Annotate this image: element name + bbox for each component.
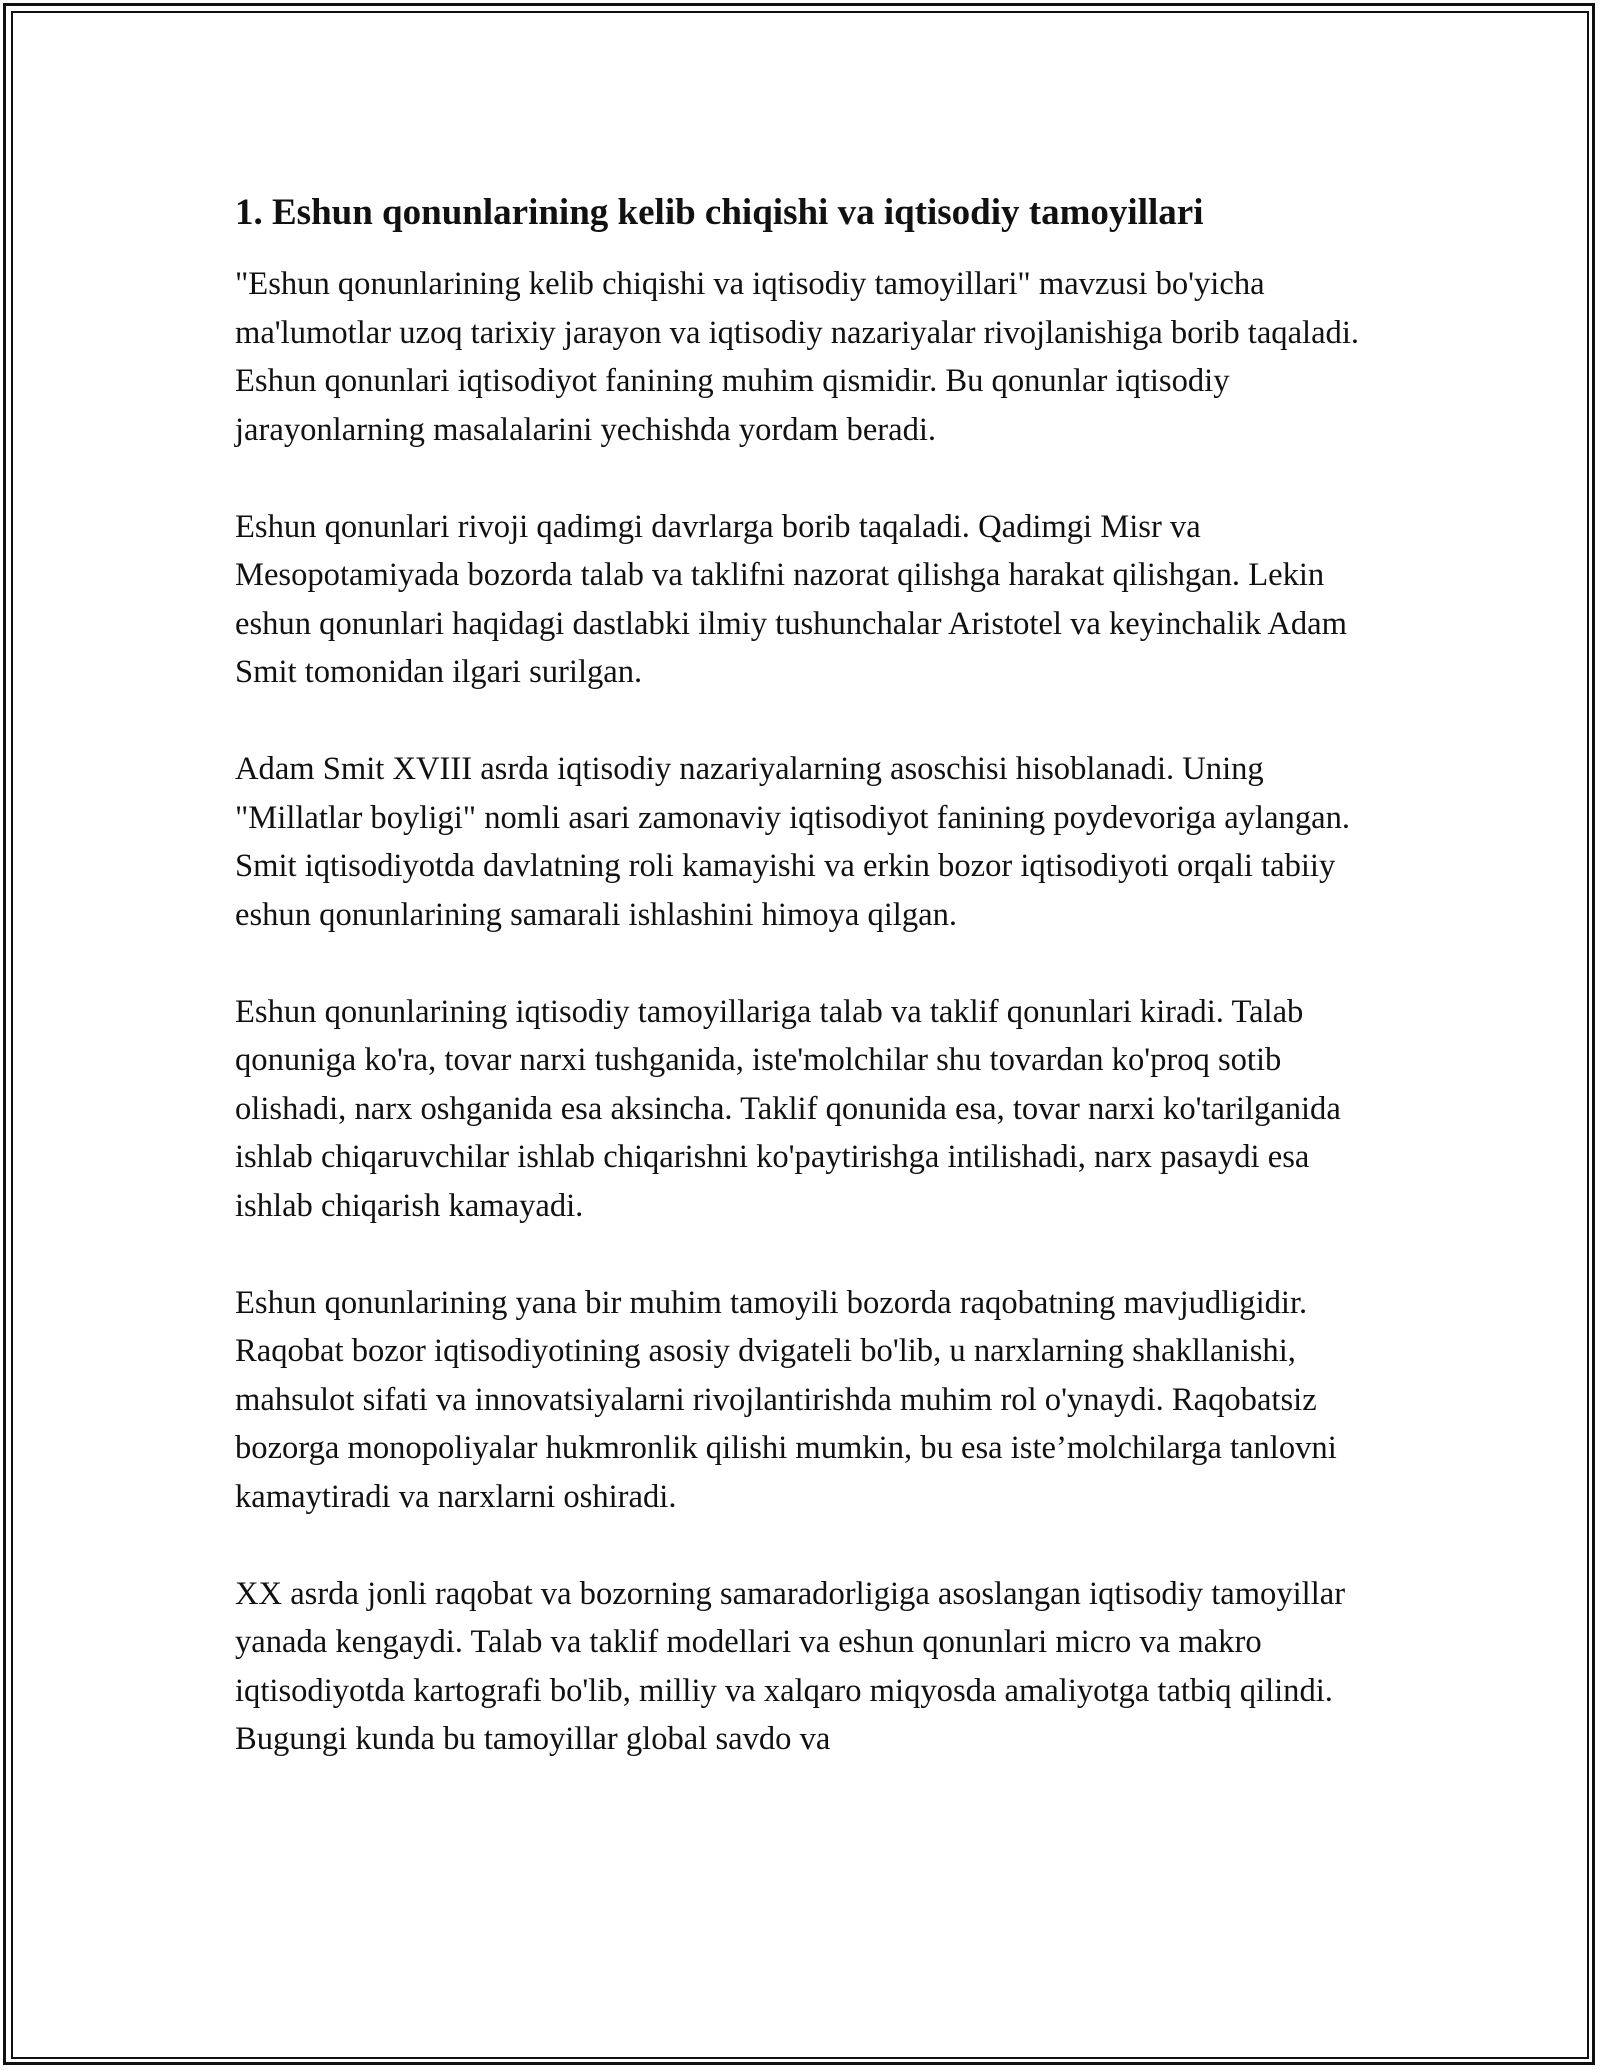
paragraph-3: Adam Smit XVIII asrda iqtisodiy nazariyalarning asoschisi hisoblanadi. Uning "Millatlar boyligi" nomli asari zamonaviy iqtisodiyot fanining poydevoriga aylangan. Smit iqtisodiyotda davlatning roli kamayishi va erkin bozor iqtisodiyoti orqali tabiiy eshun qonunlarining samarali ishlashini himoya qilgan. [235,751,1351,933]
paragraph-2: Eshun qonunlari rivoji qadimgi davrlarga borib taqaladi. Qadimgi Misr va Mesopotamiyada bozorda talab va taklifni nazorat qilishga harakat qilishgan. Lekin eshun qonunlari haqidagi dastlabki ilmiy tushunchalar Aristotel va keyinchalik Adam Smit tomonidan ilgari surilgan. [235,508,1347,690]
document-body [235,184,1395,1812]
section-heading: 1. Eshun qonunlarining kelib chiqishi va iqtisodiy tamoyillari [235,192,1204,233]
paragraph-4: Eshun qonunlarining iqtisodiy tamoyillariga talab va taklif qonunlari kiradi. Talab qonuniga ko'ra, tovar narxi tushganida, iste'molchilar shu tovardan ko'proq sotib olishadi, narx oshganida esa aksincha. Taklif qonunida esa, tovar narxi ko'tarilganida ishlab chiqaruvchilar ishlab chiqarishni ko'paytirishga intilishadi, narx pasaydi esa ishlab chiqarish kamayadi. [235,993,1341,1224]
paragraph-6: XX asrda jonli raqobat va bozorning samaradorligiga asoslangan iqtisodiy tamoyillar yanada kengaydi. Talab va taklif modellari va eshun qonunlari micro va makro iqtisodiyotda kartografi bo'lib, milliy va xalqaro miqyosda amaliyotga tatbiq qilindi. Bugungi kunda bu tamoyillar global savdo va [235,1575,1346,1757]
paragraph-1: "Eshun qonunlarining kelib chiqishi va iqtisodiy tamoyillari" mavzusi bo'yicha ma'lumotlar uzoq tarixiy jarayon va iqtisodiy nazariyalar rivojlanishiga borib taqaladi. Eshun qonunlari iqtisodiyot fanining muhim qismidir. Bu qonunlar iqtisodiy jarayonlarning masalalarini yechishda yordam beradi. [235,266,1360,448]
paragraph-5: Eshun qonunlarining yana bir muhim tamoyili bozorda raqobatning mavjudligidir. Raqobat bozor iqtisodiyotining asosiy dvigateli bo'lib, u narxlarning shakllanishi, mahsulot sifati va innovatsiyalarni rivojlantirishda muhim rol o'ynaydi. Raqobatsiz bozorga monopoliyalar hukmronlik qilishi mumkin, bu esa iste’molchilarga tanlovni kamaytiradi va narxlarni oshiradi. [235,1284,1337,1515]
